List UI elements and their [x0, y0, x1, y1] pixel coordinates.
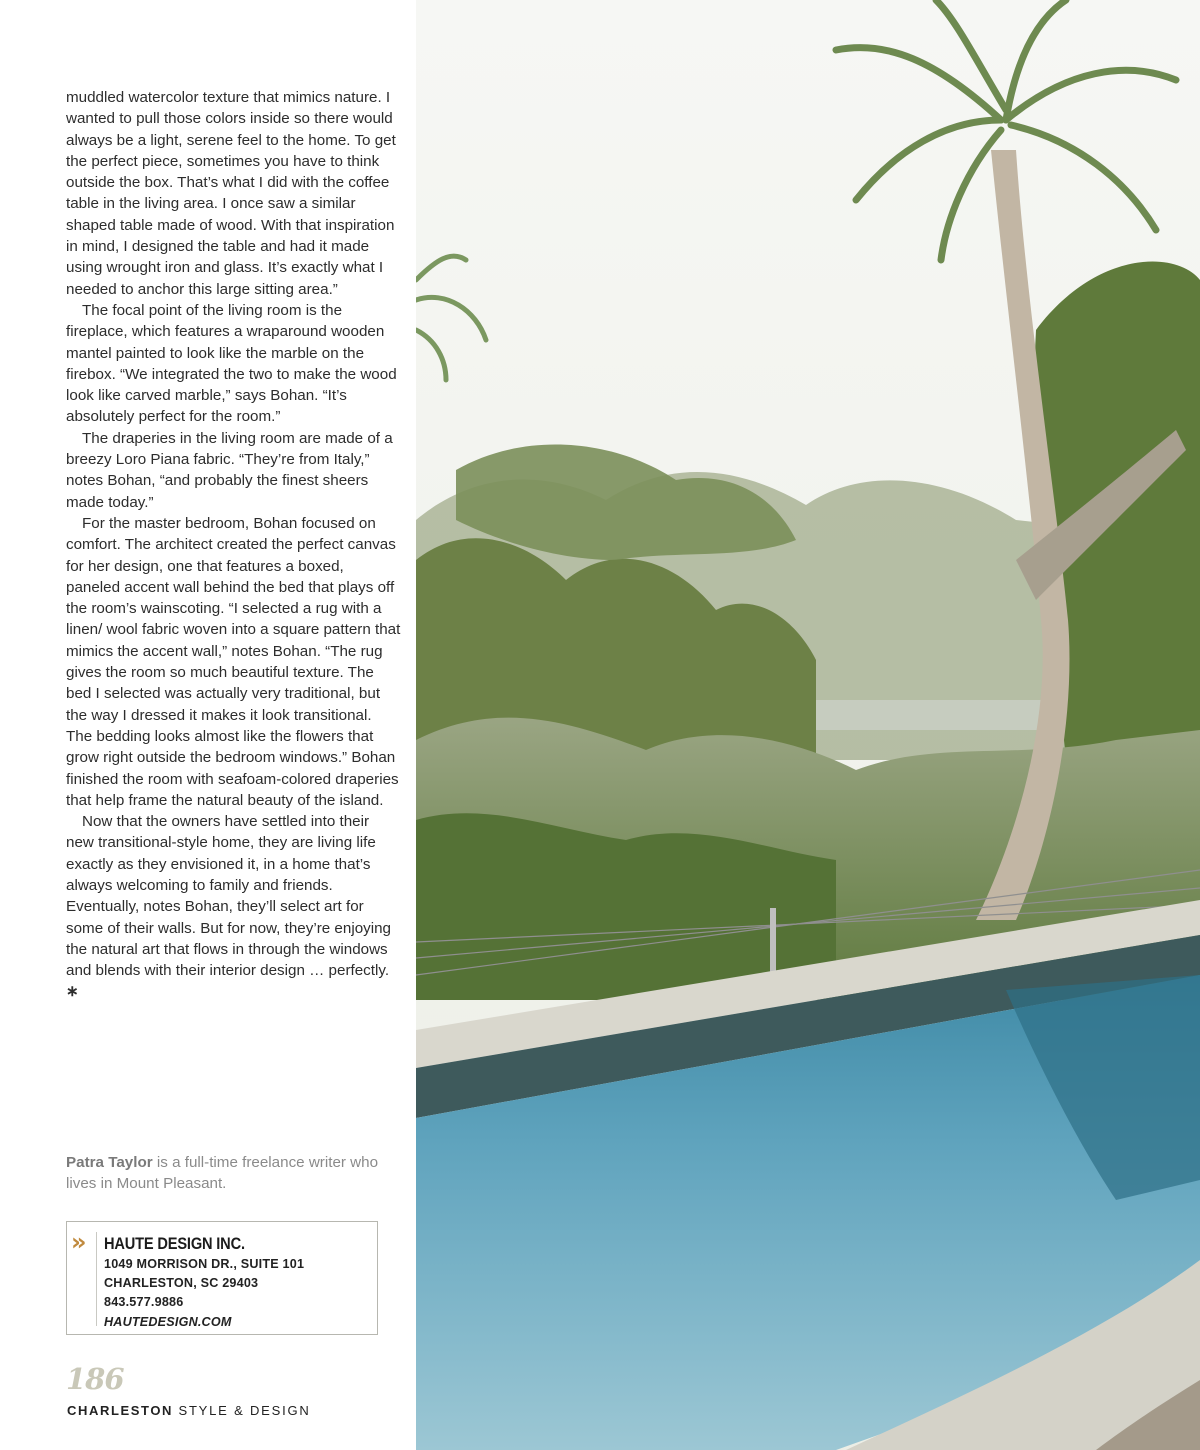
resource-box [66, 1221, 378, 1335]
article-paragraph: muddled watercolor texture that mimics nature. I wanted to pull those colors inside so there would always be a light, serene feel to the home. To get the perfect piece, sometimes you have to think outside the box. That’s what I did with the coffee table in the living area. I once saw a similar shaped table made of wood. With that inspiration in mind, I designed the table and had it made using wrought iron and glass. It’s exactly what I needed to anchor this large sitting area.” [66, 89, 396, 298]
author-bio [66, 1152, 386, 1195]
company-phone: 843.577.9886 [104, 1295, 184, 1310]
divider [96, 1232, 97, 1326]
article-paragraph: For the master bedroom, Bohan focused on comfort. The architect created the perfect canvas for her design, one that features a boxed, paneled accent wall behind the bed that plays off the room’s wainscoting. “I selected a rug with a linen/ wool fabric woven into a square pattern that mimics the accent wall,” notes Bohan. “The rug gives the room so much beautiful texture. The bed I selected was actually very traditional, but the way I dressed it makes it look transitional. The bedding looks almost like the flowers that grow right outside the bedroom windows.” Bohan finished the room with seafoam-colored draperies that help frame the natural beauty of the island. [66, 514, 401, 809]
article-paragraph: The draperies in the living room are made of a breezy Loro Piana fabric. “They’re from Italy,” notes Bohan, “and probably the finest sheers made today.” [66, 429, 393, 511]
magazine-name [67, 1403, 311, 1418]
chevron-right-icon: » [71, 1228, 81, 1256]
author-name: Patra Taylor [66, 1154, 153, 1171]
railing-post [770, 908, 776, 976]
article-paragraph: The focal point of the living room is the fireplace, which features a wraparound wooden mantel painted to look like the marble on the firebox. “We integrated the two to make the wood look like carved marble,” says Bohan. “It’s absolutely perfect for the room.” [66, 301, 397, 426]
pool-photo [416, 0, 1200, 1450]
company-name: HAUTE DESIGN INC. [104, 1234, 245, 1253]
article-paragraph-text: Now that the owners have settled into their new transitional-style home, they are living life exactly as they envisioned it, in a home that’s always welcoming to family and friends. Eventually, notes Bohan, they’ll select art for some of their walls. But for now, they’re enjoying the natural art that flows in through the windows and blends with their interior design … perfectly. [66, 813, 392, 980]
article-paragraph-final [66, 811, 401, 1003]
company-address: 1049 MORRISON DR., SUITE 101 [104, 1257, 305, 1271]
article-body [66, 87, 401, 1003]
author-bio-text: is a full-time freelance writer who lives in Mount Pleasant. [66, 1154, 379, 1193]
company-city: CHARLESTON, SC 29403 [104, 1276, 259, 1291]
company-website[interactable]: HAUTEDESIGN.COM [104, 1314, 232, 1329]
page-number: 186 [66, 1362, 124, 1396]
end-mark-icon: ∗ [66, 983, 79, 1001]
magazine-name-bold: CHARLESTON [67, 1403, 174, 1418]
magazine-name-rest: STYLE & DESIGN [178, 1403, 311, 1418]
